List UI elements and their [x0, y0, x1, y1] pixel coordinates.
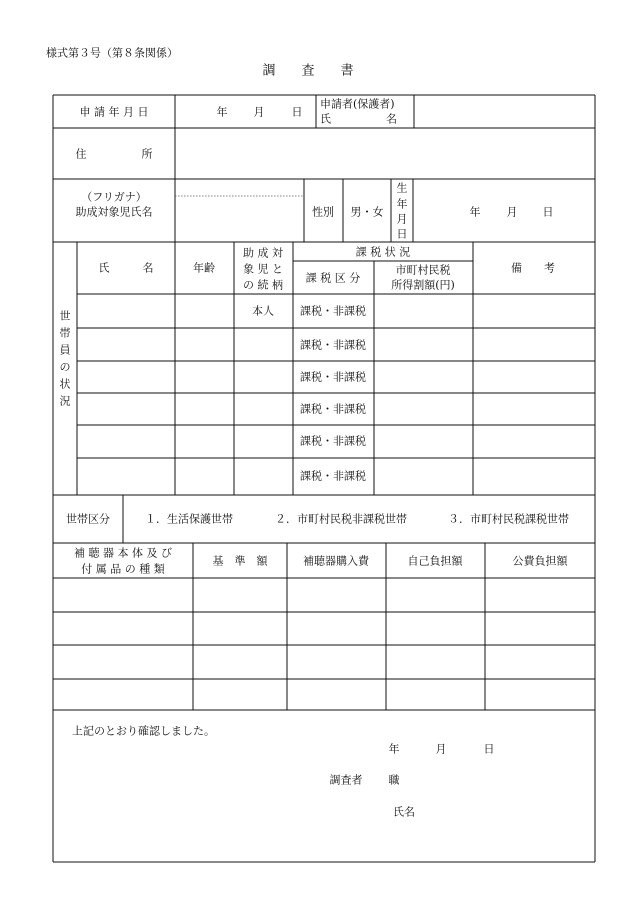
household-section-label-char: 帯 [59, 326, 71, 340]
child-name-label: 助成対象児氏名 [75, 205, 153, 219]
household-col-municipal-tax-line: 市町村民税 [395, 263, 451, 277]
confirmation-day-label: 日 [483, 742, 495, 756]
device-col-type-line: 補 聴 器 本 体 及 び [74, 546, 172, 560]
household-row-tax[interactable]: 課税・非課税 [300, 338, 366, 352]
investigator-label: 調査者 [329, 773, 363, 787]
household-row-relation: 本人 [252, 304, 274, 318]
application-month-label: 月 [253, 105, 265, 119]
household-col-municipal-tax-line: 所得割額(円) [391, 278, 455, 292]
applicant-label-line-2: 氏 名 [320, 112, 397, 126]
confirmation-month-label: 月 [435, 742, 447, 756]
household-col-tax-status: 課 税 状 況 [355, 245, 411, 259]
household-col-age: 年齢 [193, 261, 215, 275]
birth-year-label: 年 [469, 205, 481, 219]
form-number: 様式第３号（第８条関係） [46, 46, 178, 60]
device-col-type-line: 付 属 品 の 種 類 [81, 562, 165, 576]
address-label: 住 所 [75, 147, 153, 161]
household-col-remarks: 備 考 [511, 261, 555, 275]
device-col-purchase: 補聴器購入費 [303, 554, 369, 568]
application-date-label: 申 請 年 月 日 [79, 105, 149, 119]
household-col-relation-line: 助 成 対 [243, 246, 283, 260]
household-section-label-char: の [59, 360, 71, 374]
household-row-tax[interactable]: 課税・非課税 [300, 304, 366, 318]
page-title: 調 査 書 [262, 63, 354, 79]
household-row-tax[interactable]: 課税・非課税 [300, 370, 366, 384]
birth-day-label: 日 [542, 205, 554, 219]
applicant-name-field[interactable] [414, 96, 594, 127]
household-row-tax[interactable]: 課税・非課税 [300, 402, 366, 416]
household-row-tax[interactable]: 課税・非課税 [300, 469, 366, 483]
household-class-option-2[interactable]: ２．市町村民税非課税世帯 [275, 512, 407, 526]
household-section-label-char: 員 [59, 343, 71, 357]
birth-month-label: 月 [506, 205, 518, 219]
device-col-standard: 基 準 額 [212, 554, 268, 568]
sex-label: 性別 [312, 205, 334, 219]
household-col-tax-class: 課 税 区 分 [305, 271, 361, 285]
confirmation-statement: 上記のとおり確認しました。 [72, 724, 215, 738]
household-section-label-char: 状 [59, 377, 71, 391]
application-day-label: 日 [291, 105, 303, 119]
child-name-field[interactable] [176, 197, 303, 241]
household-col-relation-line: の 続 柄 [243, 278, 283, 292]
household-section-label-char: 況 [59, 394, 71, 408]
household-row-tax[interactable]: 課税・非課税 [300, 434, 366, 448]
address-field[interactable] [176, 129, 594, 178]
household-col-relation-line: 象 児 と [243, 262, 283, 276]
household-class-option-3[interactable]: ３．市町村民税課税世帯 [448, 512, 569, 526]
investigator-position-label: 職 [388, 773, 400, 787]
applicant-label-line-1: 申請者(保護者) [320, 97, 395, 111]
device-col-self-pay: 自己負担額 [407, 554, 463, 568]
furigana-label: （フリガナ） [81, 190, 147, 204]
household-col-name: 氏 名 [98, 261, 154, 275]
confirmation-year-label: 年 [388, 742, 400, 756]
birth-label-char: 日 [396, 227, 408, 241]
household-class-option-1[interactable]: １．生活保護世帯 [145, 512, 233, 526]
household-section-label-char: 世 [59, 309, 71, 323]
sex-value[interactable]: 男・女 [350, 205, 384, 219]
birth-label-char: 生 [396, 181, 408, 195]
application-year-label: 年 [216, 105, 228, 119]
household-class-label: 世帯区分 [66, 512, 110, 526]
birth-label-char: 年 [396, 197, 408, 211]
investigator-name-label: 氏名 [393, 805, 415, 819]
birth-label-char: 月 [396, 212, 408, 226]
device-col-public-pay: 公費負担額 [512, 554, 568, 568]
